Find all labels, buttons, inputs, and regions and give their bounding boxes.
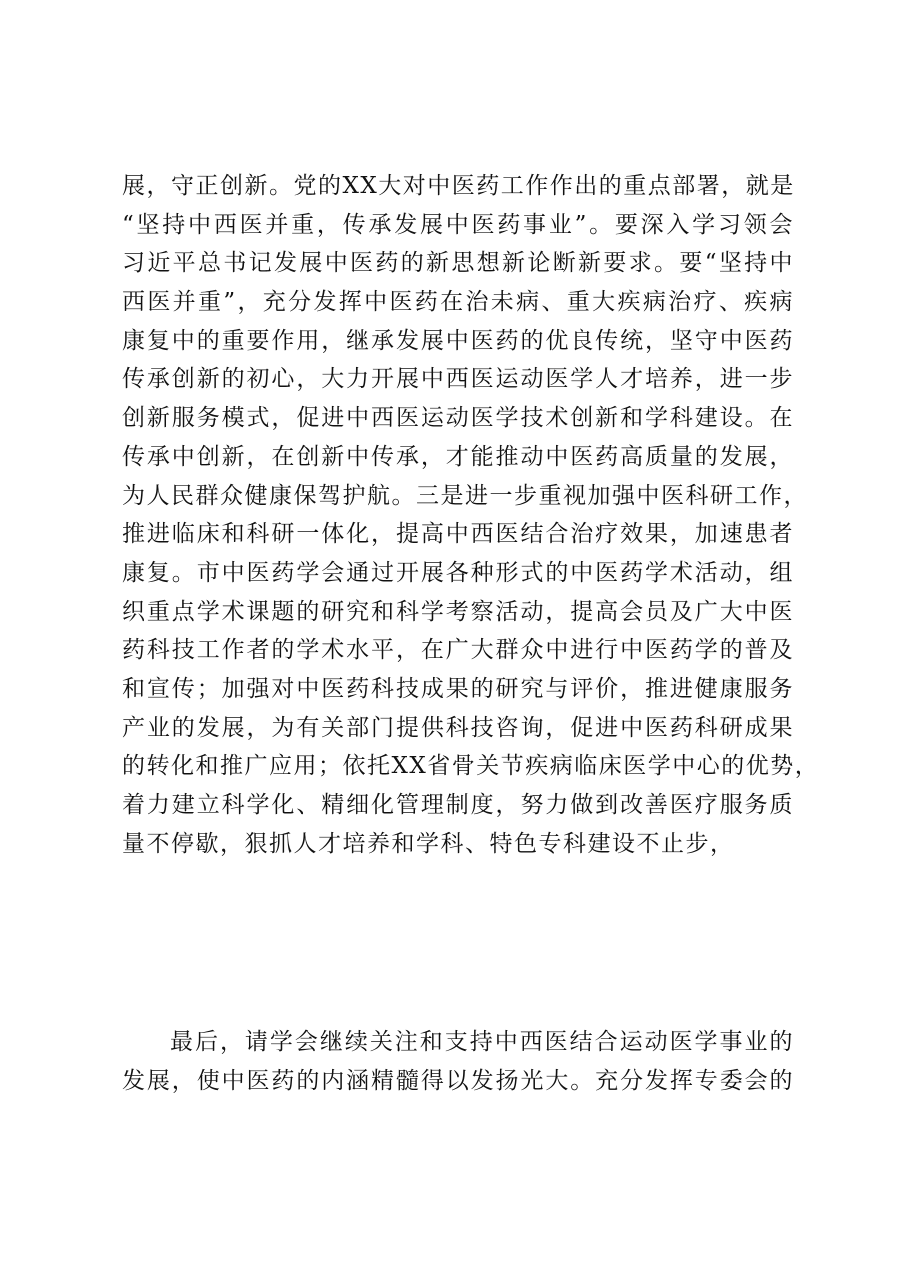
paragraph-line: 着力建立科学化、精细化管理制度，努力做到改善医疗服务质 <box>122 792 794 818</box>
paragraph-line: 为人民群众健康保驾护航。三是进一步重视加强中医科研工作， <box>122 482 808 509</box>
paragraph-line: 产业的发展，为有关部门提供科技咨询，促进中医药科研成果 <box>122 714 794 741</box>
paragraph-line: 和宣传；加强对中医药科技成果的研究与评价，推进健康服务 <box>122 675 794 702</box>
paragraph-line: 展，守正创新。党的XX大对中医药工作作出的重点部署，就是 <box>122 173 795 199</box>
paragraph-line: 习近平总书记发展中医药的新思想新论断新要求。要“坚持中 <box>122 250 794 277</box>
paragraph-line: 康复。市中医药学会通过开展各种形式的中医药学术活动，组 <box>122 559 794 586</box>
paragraph-line: 量不停歇，狠抓人才培养和学科、特色专科建设不止步， <box>122 830 735 857</box>
paragraph-line: 药科技工作者的学术水平，在广大群众中进行中医药学的普及 <box>122 637 794 664</box>
paragraph-line: 织重点学术课题的研究和科学考察活动，提高会员及广大中医 <box>122 598 794 625</box>
paragraph-line: 西医并重”，充分发挥中医药在治未病、重大疾病治疗、疾病 <box>122 289 794 316</box>
paragraph-line: 创新服务模式，促进中西医运动医学技术创新和学科建设。在 <box>122 405 794 432</box>
paragraph-line: “坚持中西医并重，传承发展中医药事业”。要深入学习领会 <box>122 211 794 238</box>
paragraph-line: 最后，请学会继续关注和支持中西医结合运动医学事业的 <box>170 1029 794 1055</box>
paragraph-line: 推进临床和科研一体化，提高中西医结合治疗效果，加速患者 <box>122 521 794 548</box>
body-paragraph <box>122 1023 794 1100</box>
paragraph-line: 传承中创新，在创新中传承，才能推动中医药高质量的发展， <box>122 443 794 470</box>
paragraph-line: 的转化和推广应用；依托XX省骨关节疾病临床医学中心的优势， <box>122 753 820 780</box>
body-paragraph <box>122 167 820 863</box>
paragraph-line: 发展，使中医药的内涵精髓得以发扬光大。充分发挥专委会的 <box>122 1067 794 1094</box>
paragraph-line: 康复中的重要作用，继承发展中医药的优良传统，坚守中医药 <box>122 327 794 354</box>
paragraph-line: 传承创新的初心，大力开展中西医运动医学人才培养，进一步 <box>122 366 794 393</box>
